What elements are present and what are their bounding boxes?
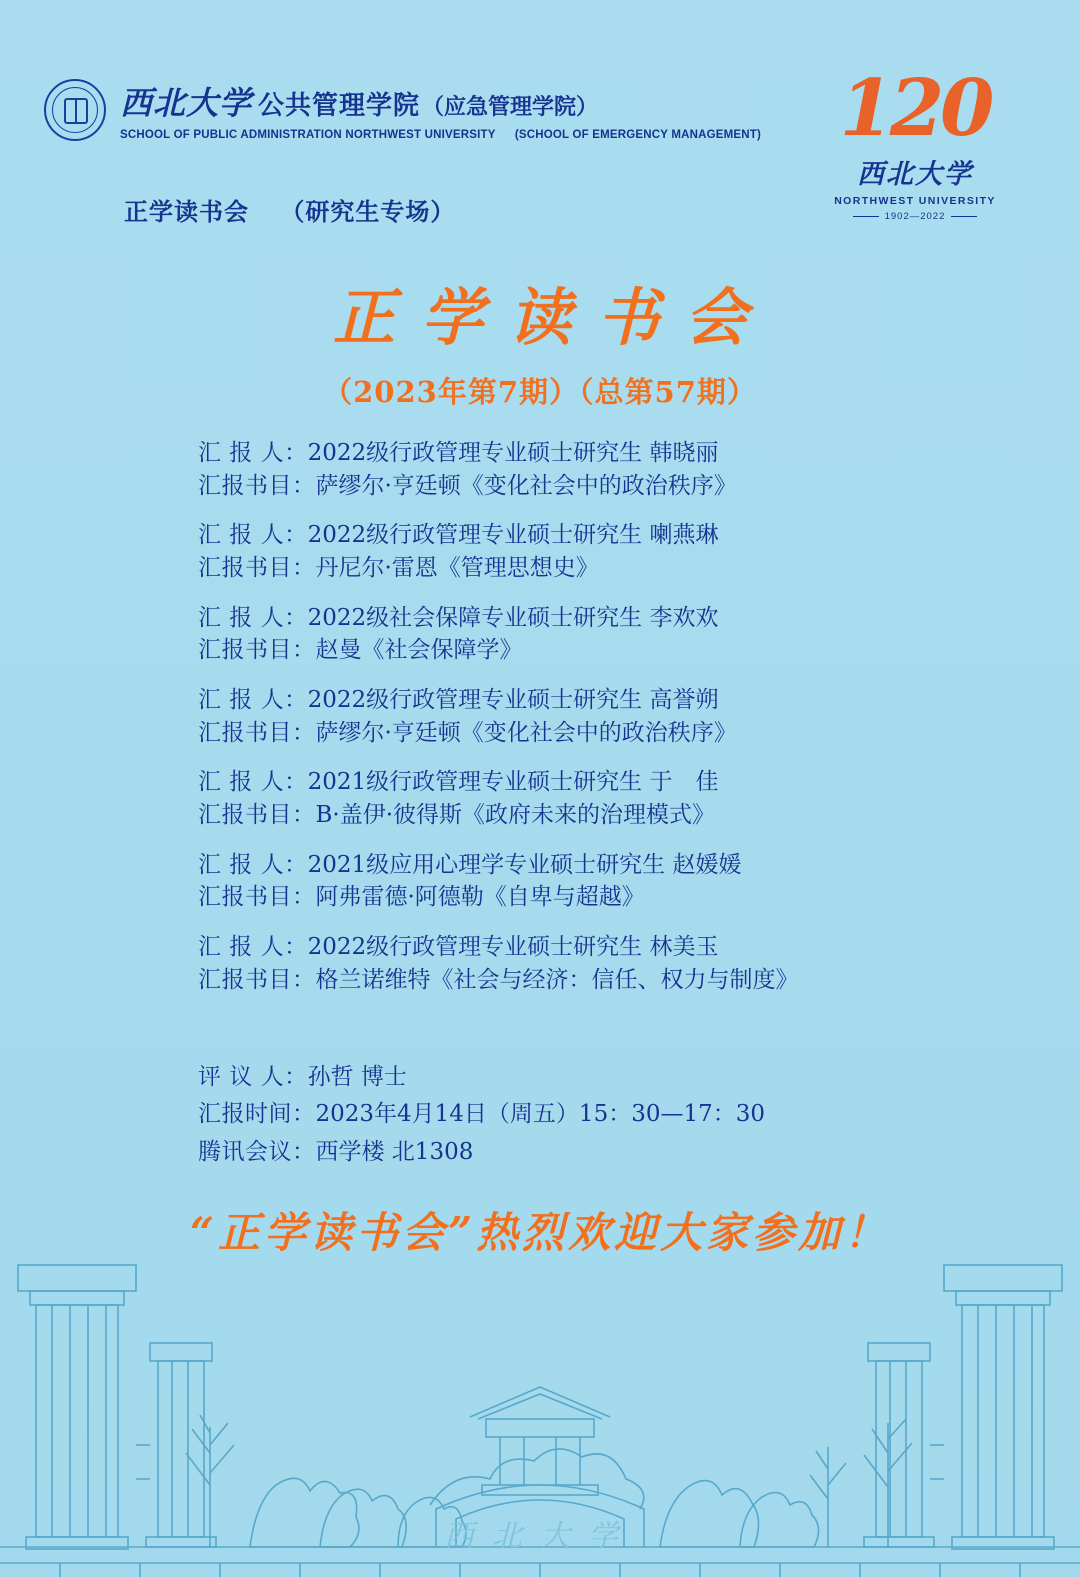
list-item <box>198 602 858 667</box>
label-book: 汇报书目： <box>198 884 316 911</box>
entry-presenter-row <box>198 519 858 552</box>
entry-book-row <box>198 881 858 914</box>
meta-venue: 西学楼 北1308 <box>315 1138 474 1165</box>
label-presenter: 汇 报 人： <box>198 686 308 713</box>
list-item <box>198 437 858 502</box>
list-item <box>198 849 858 914</box>
entry-book: 萨缪尔·亨廷顿《变化社会中的政治秩序》 <box>315 719 737 746</box>
label-book: 汇报书目： <box>198 966 316 993</box>
school-identity <box>120 78 761 141</box>
entry-presenter-row <box>198 437 858 470</box>
school-unit-alt: （应急管理学院） <box>422 94 599 120</box>
entry-book-row <box>198 634 858 667</box>
label-presenter: 汇 报 人： <box>198 522 308 549</box>
entry-presenter: 2022级行政管理专业硕士研究生 韩晓丽 <box>307 440 719 466</box>
label-book: 汇报书目： <box>198 472 316 499</box>
event-meta <box>198 1059 898 1171</box>
label-venue: 腾讯会议： <box>198 1138 316 1165</box>
meta-commentator: 孙哲 博士 <box>307 1064 407 1090</box>
campus-gate-inscription: 西北大学 <box>444 1519 636 1554</box>
label-commentator: 评 议 人： <box>198 1064 308 1090</box>
anniversary-name-cn: 西北大学 <box>857 159 973 191</box>
entry-presenter: 2022级行政管理专业硕士研究生 林美玉 <box>307 933 719 960</box>
entry-book: 阿弗雷德·阿德勒《自卑与超越》 <box>315 884 645 911</box>
entry-presenter: 2022级行政管理专业硕士研究生 喇燕琳 <box>307 522 719 549</box>
entry-book: 赵曼《社会保障学》 <box>315 637 523 664</box>
school-brand: 西北大学 <box>120 84 253 122</box>
label-book: 汇报书目： <box>198 719 316 746</box>
entry-book: B·盖伊·彼得斯《政府未来的治理模式》 <box>315 801 716 828</box>
entry-book-row <box>198 470 858 503</box>
school-name-en-wrap <box>120 129 761 141</box>
label-time: 汇报时间： <box>198 1101 316 1128</box>
entry-presenter-row <box>198 684 858 717</box>
anniversary-name-en: NORTHWEST UNIVERSITY <box>834 195 996 208</box>
entry-book-row <box>198 552 858 585</box>
meta-time-row <box>198 1096 898 1133</box>
entry-book-row <box>198 799 858 832</box>
school-name-en-alt: (SCHOOL OF EMERGENCY MANAGEMENT) <box>514 129 762 141</box>
page-title: 正学读书会 <box>332 281 773 354</box>
entry-presenter: 2022级社会保障专业硕士研究生 李欢欢 <box>307 604 719 631</box>
list-item <box>198 766 858 831</box>
label-presenter: 汇 报 人： <box>198 933 308 960</box>
entry-presenter-row <box>198 766 858 799</box>
meta-commentator-row <box>198 1059 898 1096</box>
anniversary-mark: 120 <box>839 63 991 154</box>
entry-list <box>198 437 858 1013</box>
series-subtitle: （研究生专场） <box>280 197 456 226</box>
issue-number: （2023年第7期）（总第57期） <box>323 375 757 409</box>
welcome-banner: “正学读书会”热烈欢迎大家参加！ <box>189 1208 891 1257</box>
school-name-cn <box>120 78 761 124</box>
meta-time: 2023年4月14日（周五）15：30—17：30 <box>315 1101 765 1128</box>
series-name: 正学读书会 <box>124 197 249 226</box>
entry-book: 格兰诺维特《社会与经济：信任、权力与制度》 <box>315 966 799 993</box>
series-line <box>124 192 455 227</box>
label-presenter: 汇 报 人： <box>198 604 308 631</box>
school-name-en: SCHOOL OF PUBLIC ADMINISTRATION NORTHWEST UNIVERSITY <box>120 129 496 141</box>
entry-book-row <box>198 717 858 750</box>
anniversary-logo <box>820 63 1010 223</box>
seal-ring-text <box>46 81 104 139</box>
entry-book: 萨缪尔·亨廷顿《变化社会中的政治秩序》 <box>315 472 737 499</box>
entry-presenter-row <box>198 931 858 964</box>
label-presenter: 汇 报 人： <box>198 440 308 466</box>
label-book: 汇报书目： <box>198 801 316 828</box>
entry-presenter: 2021级应用心理学专业硕士研究生 赵媛媛 <box>307 851 742 878</box>
university-seal-icon <box>44 79 106 141</box>
label-presenter: 汇 报 人： <box>198 851 308 878</box>
list-item <box>198 684 858 749</box>
anniversary-years: 1902—2022 <box>820 211 1010 222</box>
entry-presenter-row <box>198 602 858 635</box>
label-book: 汇报书目： <box>198 637 316 664</box>
label-presenter: 汇 报 人： <box>198 769 308 796</box>
entry-book-row <box>198 964 858 997</box>
entry-presenter: 2021级行政管理专业硕士研究生 于 佳 <box>307 769 719 796</box>
list-item <box>198 931 858 996</box>
entry-presenter-row <box>198 849 858 882</box>
entry-presenter: 2022级行政管理专业硕士研究生 高誉朔 <box>307 686 719 713</box>
poster-header <box>44 78 761 141</box>
entry-book: 丹尼尔·雷恩《管理思想史》 <box>315 554 599 581</box>
school-unit: 公共管理学院 <box>258 91 421 121</box>
label-book: 汇报书目： <box>198 554 316 581</box>
meta-venue-row <box>198 1134 898 1171</box>
list-item <box>198 519 858 584</box>
